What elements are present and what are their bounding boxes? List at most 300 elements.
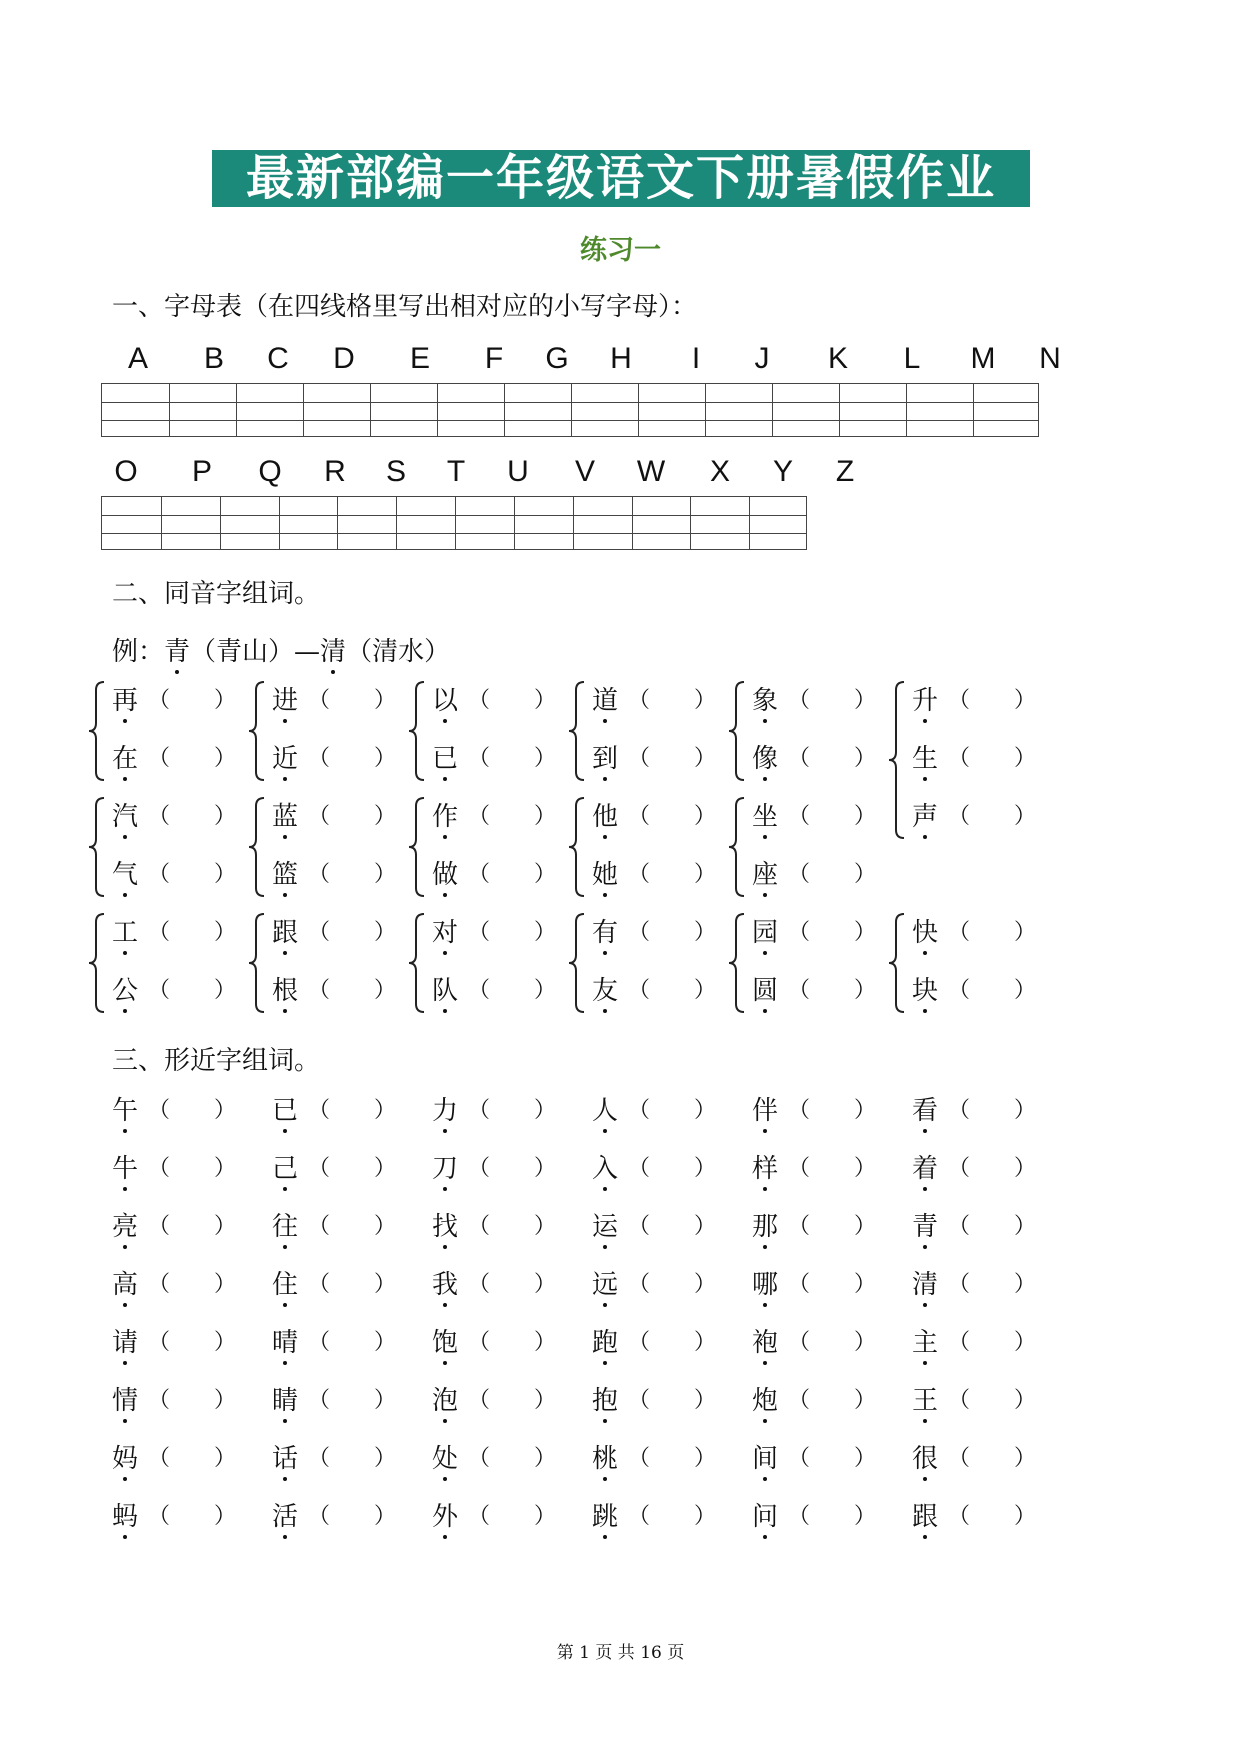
similar-char: 外	[432, 1502, 459, 1532]
curly-brace-icon	[406, 796, 428, 898]
alphabet-letter: W	[636, 455, 666, 488]
answer-blank[interactable]: （ ）	[468, 920, 557, 945]
similar-entry	[912, 1328, 938, 1358]
similar-char: 主	[912, 1328, 939, 1358]
answer-blank[interactable]: （ ）	[468, 978, 557, 1003]
answer-blank[interactable]: （ ）	[148, 1156, 237, 1181]
similar-entry	[272, 1328, 298, 1358]
answer-blank[interactable]: （ ）	[628, 746, 717, 771]
similar-char: 话	[272, 1444, 299, 1474]
homophone-char: 友	[592, 976, 619, 1006]
homophone-char: 块	[912, 976, 939, 1006]
answer-blank[interactable]: （ ）	[148, 1504, 237, 1529]
example-word-1: （青山）	[190, 637, 295, 667]
exercise-subtitle: 练习一	[580, 235, 661, 266]
alphabet-letter: V	[574, 455, 595, 488]
answer-blank[interactable]: （ ）	[948, 1504, 1037, 1529]
similar-entry	[112, 1212, 138, 1242]
answer-blank[interactable]: （ ）	[948, 1388, 1037, 1413]
similar-char: 我	[432, 1270, 459, 1300]
similar-entry	[432, 1212, 458, 1242]
alphabet-letter: M	[970, 342, 996, 375]
similar-entry	[112, 1328, 138, 1358]
homophone-char: 篮	[272, 860, 299, 890]
homophone-entry	[592, 918, 618, 948]
answer-blank[interactable]: （ ）	[308, 1272, 397, 1297]
similar-char: 入	[592, 1154, 619, 1184]
similar-entry	[592, 1212, 618, 1242]
curly-brace-icon	[246, 680, 268, 782]
page-footer: 第 1 页 共 16 页	[556, 1643, 685, 1663]
grid-divider	[337, 497, 338, 549]
homophone-char: 蓝	[272, 802, 299, 832]
curly-brace-icon	[726, 912, 748, 1014]
example-line	[112, 631, 450, 668]
homophone-char: 工	[112, 918, 139, 948]
answer-blank[interactable]: （ ）	[948, 1330, 1037, 1355]
answer-blank[interactable]: （ ）	[788, 862, 877, 887]
homophone-char: 道	[592, 686, 619, 716]
answer-blank[interactable]: （ ）	[628, 1330, 717, 1355]
similar-char: 找	[432, 1212, 459, 1242]
similar-entry	[592, 1502, 618, 1532]
answer-blank[interactable]: （ ）	[788, 688, 877, 713]
homophone-entry	[432, 976, 458, 1006]
curly-brace-icon	[246, 912, 268, 1014]
answer-blank[interactable]: （ ）	[148, 1388, 237, 1413]
similar-char: 泡	[432, 1386, 459, 1416]
homophone-char: 在	[112, 744, 139, 774]
answer-blank[interactable]: （ ）	[308, 1156, 397, 1181]
similar-entry	[592, 1096, 618, 1126]
homophone-entry	[592, 802, 618, 832]
answer-blank[interactable]: （ ）	[788, 1446, 877, 1471]
grid-divider	[161, 497, 162, 549]
answer-blank[interactable]: （ ）	[628, 1156, 717, 1181]
answer-blank[interactable]: （ ）	[148, 862, 237, 887]
four-line-grid-1[interactable]	[101, 383, 1039, 437]
answer-blank[interactable]: （ ）	[468, 1504, 557, 1529]
homophone-char: 声	[912, 802, 939, 832]
grid-line	[102, 533, 806, 534]
similar-char: 跳	[592, 1502, 619, 1532]
similar-char: 问	[752, 1502, 779, 1532]
similar-char: 处	[432, 1444, 459, 1474]
grid-divider	[169, 384, 170, 436]
answer-blank[interactable]: （ ）	[308, 1098, 397, 1123]
homophone-entry	[752, 686, 778, 716]
alphabet-letter: D	[333, 342, 355, 375]
answer-blank[interactable]: （ ）	[148, 1446, 237, 1471]
alphabet-letter: Y	[772, 455, 793, 488]
homophone-entry	[752, 860, 778, 890]
homophone-char: 作	[432, 802, 459, 832]
similar-char: 已	[272, 1096, 299, 1126]
homophone-char: 座	[752, 860, 779, 890]
grid-divider	[690, 497, 691, 549]
homophone-char: 她	[592, 860, 619, 890]
similar-entry	[432, 1096, 458, 1126]
page-title: 最新部编一年级语文下册暑假作业	[212, 150, 1030, 207]
similar-char: 己	[272, 1154, 299, 1184]
homophone-char: 跟	[272, 918, 299, 948]
alphabet-row-1	[0, 342, 1241, 382]
answer-blank[interactable]: （ ）	[468, 746, 557, 771]
homophone-char: 圆	[752, 976, 779, 1006]
answer-blank[interactable]: （ ）	[948, 804, 1037, 829]
answer-blank[interactable]: （ ）	[468, 1330, 557, 1355]
answer-blank[interactable]: （ ）	[468, 1272, 557, 1297]
answer-blank[interactable]: （ ）	[948, 746, 1037, 771]
answer-blank[interactable]: （ ）	[628, 1098, 717, 1123]
answer-blank[interactable]: （ ）	[468, 1388, 557, 1413]
similar-char: 桃	[592, 1444, 619, 1474]
grid-line	[102, 515, 806, 516]
answer-blank[interactable]: （ ）	[308, 1330, 397, 1355]
grid-line	[102, 420, 1038, 421]
similar-char: 青	[912, 1212, 939, 1242]
homophone-char: 坐	[752, 802, 779, 832]
alphabet-letter: R	[324, 455, 346, 488]
similar-char: 王	[912, 1386, 939, 1416]
homophone-char: 到	[592, 744, 619, 774]
answer-blank[interactable]: （ ）	[628, 978, 717, 1003]
similar-entry	[272, 1212, 298, 1242]
answer-blank[interactable]: （ ）	[148, 1330, 237, 1355]
homophone-entry	[912, 686, 938, 716]
similar-entry	[912, 1270, 938, 1300]
alphabet-letter: E	[409, 342, 430, 375]
alphabet-letter: X	[709, 455, 730, 488]
homophone-char: 气	[112, 860, 139, 890]
similar-char: 蚂	[112, 1502, 139, 1532]
similar-entry	[592, 1270, 618, 1300]
similar-char: 那	[752, 1212, 779, 1242]
answer-blank[interactable]: （ ）	[148, 1214, 237, 1239]
homophone-entry	[752, 918, 778, 948]
grid-divider	[396, 497, 397, 549]
similar-char: 饱	[432, 1328, 459, 1358]
homophone-entry	[112, 860, 138, 890]
grid-divider	[839, 384, 840, 436]
grid-divider	[303, 384, 304, 436]
similar-char: 远	[592, 1270, 619, 1300]
homophone-entry	[752, 976, 778, 1006]
answer-blank[interactable]: （ ）	[468, 1446, 557, 1471]
similar-char: 跑	[592, 1328, 619, 1358]
homophone-char: 像	[752, 744, 779, 774]
alphabet-letter: A	[127, 342, 148, 375]
homophone-char: 园	[752, 918, 779, 948]
homophone-entry	[272, 802, 298, 832]
similar-entry	[592, 1154, 618, 1184]
example-prefix: 例：	[112, 637, 165, 667]
similar-entry	[432, 1270, 458, 1300]
homophone-entry	[272, 860, 298, 890]
similar-entry	[912, 1154, 938, 1184]
answer-blank[interactable]: （ ）	[148, 978, 237, 1003]
similar-char: 运	[592, 1212, 619, 1242]
similar-char: 跟	[912, 1502, 939, 1532]
answer-blank[interactable]: （ ）	[628, 1504, 717, 1529]
homophone-entry	[912, 976, 938, 1006]
answer-blank[interactable]: （ ）	[308, 1214, 397, 1239]
homophone-entry	[112, 918, 138, 948]
grid-divider	[638, 384, 639, 436]
similar-entry	[432, 1502, 458, 1532]
curly-brace-icon	[566, 680, 588, 782]
similar-char: 样	[752, 1154, 779, 1184]
similar-char: 牛	[112, 1154, 139, 1184]
answer-blank[interactable]: （ ）	[948, 920, 1037, 945]
answer-blank[interactable]: （ ）	[948, 1446, 1037, 1471]
similar-char: 活	[272, 1502, 299, 1532]
similar-char: 伴	[752, 1096, 779, 1126]
similar-char: 往	[272, 1212, 299, 1242]
homophone-entry	[592, 976, 618, 1006]
grid-divider	[504, 384, 505, 436]
homophone-char: 再	[112, 686, 139, 716]
homophone-entry	[432, 802, 458, 832]
homophone-char: 升	[912, 686, 939, 716]
homophone-entry	[432, 918, 458, 948]
answer-blank[interactable]: （ ）	[628, 920, 717, 945]
similar-entry	[752, 1154, 778, 1184]
similar-entry	[112, 1502, 138, 1532]
curly-brace-icon	[86, 680, 108, 782]
answer-blank[interactable]: （ ）	[148, 920, 237, 945]
homophone-entry	[112, 802, 138, 832]
alphabet-letter: S	[385, 455, 406, 488]
answer-blank[interactable]: （ ）	[948, 1098, 1037, 1123]
similar-char: 晴	[272, 1328, 299, 1358]
alphabet-letter: B	[203, 342, 224, 375]
answer-blank[interactable]: （ ）	[148, 746, 237, 771]
curly-brace-icon	[886, 680, 908, 840]
answer-blank[interactable]: （ ）	[628, 804, 717, 829]
answer-blank[interactable]: （ ）	[948, 1214, 1037, 1239]
answer-blank[interactable]: （ ）	[308, 1446, 397, 1471]
similar-char: 炮	[752, 1386, 779, 1416]
grid-line	[102, 402, 1038, 403]
similar-char: 哪	[752, 1270, 779, 1300]
grid-divider	[236, 384, 237, 436]
answer-blank[interactable]: （ ）	[468, 1214, 557, 1239]
grid-divider	[973, 384, 974, 436]
grid-divider	[279, 497, 280, 549]
similar-entry	[752, 1386, 778, 1416]
answer-blank[interactable]: （ ）	[308, 1388, 397, 1413]
homophone-char: 根	[272, 976, 299, 1006]
similar-entry	[752, 1328, 778, 1358]
curly-brace-icon	[406, 680, 428, 782]
answer-blank[interactable]: （ ）	[788, 1504, 877, 1529]
alphabet-letter: T	[446, 455, 466, 488]
alphabet-letter: P	[191, 455, 212, 488]
curly-brace-icon	[86, 912, 108, 1014]
answer-blank[interactable]: （ ）	[468, 688, 557, 713]
answer-blank[interactable]: （ ）	[628, 1446, 717, 1471]
similar-entry	[272, 1502, 298, 1532]
answer-blank[interactable]: （ ）	[308, 920, 397, 945]
similar-entry	[752, 1270, 778, 1300]
grid-divider	[749, 497, 750, 549]
similar-char: 刀	[432, 1154, 459, 1184]
curly-brace-icon	[886, 912, 908, 1014]
example-dash: —	[294, 637, 321, 667]
similar-entry	[912, 1096, 938, 1126]
similar-entry	[272, 1154, 298, 1184]
grid-divider	[514, 497, 515, 549]
answer-blank[interactable]: （ ）	[628, 688, 717, 713]
similar-char: 间	[752, 1444, 779, 1474]
similar-char: 请	[112, 1328, 139, 1358]
similar-char: 住	[272, 1270, 299, 1300]
answer-blank[interactable]: （ ）	[308, 688, 397, 713]
homophone-entry	[752, 744, 778, 774]
similar-char: 抱	[592, 1386, 619, 1416]
homophone-char: 生	[912, 744, 939, 774]
similar-entry	[272, 1444, 298, 1474]
four-line-grid-2[interactable]	[101, 496, 807, 550]
grid-divider	[220, 497, 221, 549]
answer-blank[interactable]: （ ）	[788, 804, 877, 829]
similar-char: 看	[912, 1096, 939, 1126]
answer-blank[interactable]: （ ）	[468, 862, 557, 887]
alphabet-row-2	[0, 455, 1241, 495]
homophone-entry	[112, 976, 138, 1006]
answer-blank[interactable]: （ ）	[948, 1156, 1037, 1181]
answer-blank[interactable]: （ ）	[468, 1098, 557, 1123]
homophone-entry	[432, 744, 458, 774]
alphabet-letter: F	[484, 342, 504, 375]
homophone-char: 对	[432, 918, 459, 948]
answer-blank[interactable]: （ ）	[628, 1272, 717, 1297]
similar-entry	[112, 1386, 138, 1416]
similar-entry	[112, 1096, 138, 1126]
answer-blank[interactable]: （ ）	[308, 1504, 397, 1529]
answer-blank[interactable]: （ ）	[308, 978, 397, 1003]
answer-blank[interactable]: （ ）	[628, 862, 717, 887]
answer-blank[interactable]: （ ）	[788, 1098, 877, 1123]
example-char-1: 青	[164, 637, 191, 667]
grid-divider	[772, 384, 773, 436]
homophone-char: 他	[592, 802, 619, 832]
answer-blank[interactable]: （ ）	[788, 1214, 877, 1239]
similar-entry	[912, 1444, 938, 1474]
homophone-char: 近	[272, 744, 299, 774]
similar-entry	[752, 1502, 778, 1532]
answer-blank[interactable]: （ ）	[628, 1388, 717, 1413]
homophone-entry	[912, 918, 938, 948]
answer-blank[interactable]: （ ）	[788, 978, 877, 1003]
homophone-char: 进	[272, 686, 299, 716]
answer-blank[interactable]: （ ）	[308, 862, 397, 887]
alphabet-letter: G	[545, 342, 569, 375]
curly-brace-icon	[566, 796, 588, 898]
curly-brace-icon	[726, 796, 748, 898]
answer-blank[interactable]: （ ）	[148, 688, 237, 713]
answer-blank[interactable]: （ ）	[308, 746, 397, 771]
homophone-entry	[592, 744, 618, 774]
similar-entry	[112, 1154, 138, 1184]
alphabet-letter: U	[507, 455, 529, 488]
answer-blank[interactable]: （ ）	[788, 1388, 877, 1413]
answer-blank[interactable]: （ ）	[468, 1156, 557, 1181]
similar-entry	[432, 1328, 458, 1358]
answer-blank[interactable]: （ ）	[948, 688, 1037, 713]
similar-entry	[112, 1444, 138, 1474]
grid-divider	[705, 384, 706, 436]
section2-heading: 二、同音字组词。	[112, 579, 321, 609]
answer-blank[interactable]: （ ）	[148, 1272, 237, 1297]
similar-char: 袍	[752, 1328, 779, 1358]
alphabet-letter: O	[114, 455, 138, 488]
answer-blank[interactable]: （ ）	[788, 1156, 877, 1181]
answer-blank[interactable]: （ ）	[148, 804, 237, 829]
similar-entry	[912, 1386, 938, 1416]
alphabet-letter: C	[267, 342, 289, 375]
answer-blank[interactable]: （ ）	[628, 1214, 717, 1239]
homophone-entry	[432, 686, 458, 716]
answer-blank[interactable]: （ ）	[788, 1272, 877, 1297]
similar-entry	[272, 1270, 298, 1300]
answer-blank[interactable]: （ ）	[468, 804, 557, 829]
answer-blank[interactable]: （ ）	[148, 1098, 237, 1123]
answer-blank[interactable]: （ ）	[948, 1272, 1037, 1297]
curly-brace-icon	[406, 912, 428, 1014]
grid-divider	[573, 497, 574, 549]
homophone-char: 以	[432, 686, 459, 716]
homophone-entry	[272, 976, 298, 1006]
similar-char: 妈	[112, 1444, 139, 1474]
answer-blank[interactable]: （ ）	[948, 978, 1037, 1003]
homophone-char: 已	[432, 744, 459, 774]
answer-blank[interactable]: （ ）	[788, 1330, 877, 1355]
alphabet-letter: H	[610, 342, 632, 375]
similar-char: 睛	[272, 1386, 299, 1416]
alphabet-letter: Q	[258, 455, 282, 488]
homophone-char: 队	[432, 976, 459, 1006]
homophone-char: 做	[432, 860, 459, 890]
alphabet-letter: K	[827, 342, 848, 375]
similar-entry	[432, 1444, 458, 1474]
grid-divider	[632, 497, 633, 549]
similar-char: 很	[912, 1444, 939, 1474]
curly-brace-icon	[86, 796, 108, 898]
alphabet-letter: J	[754, 342, 770, 375]
answer-blank[interactable]: （ ）	[788, 920, 877, 945]
homophone-entry	[112, 686, 138, 716]
section3-heading: 三、形近字组词。	[112, 1046, 321, 1076]
homophone-char: 有	[592, 918, 619, 948]
answer-blank[interactable]: （ ）	[788, 746, 877, 771]
grid-divider	[370, 384, 371, 436]
similar-char: 情	[112, 1386, 139, 1416]
answer-blank[interactable]: （ ）	[308, 804, 397, 829]
alphabet-letter: Z	[835, 455, 855, 488]
alphabet-letter: N	[1039, 342, 1061, 375]
homophone-entry	[432, 860, 458, 890]
similar-char: 高	[112, 1270, 139, 1300]
similar-char: 力	[432, 1096, 459, 1126]
homophone-entry	[112, 744, 138, 774]
similar-entry	[752, 1212, 778, 1242]
example-word-2: （清水）	[346, 637, 451, 667]
homophone-entry	[912, 802, 938, 832]
homophone-entry	[272, 744, 298, 774]
similar-char: 清	[912, 1270, 939, 1300]
